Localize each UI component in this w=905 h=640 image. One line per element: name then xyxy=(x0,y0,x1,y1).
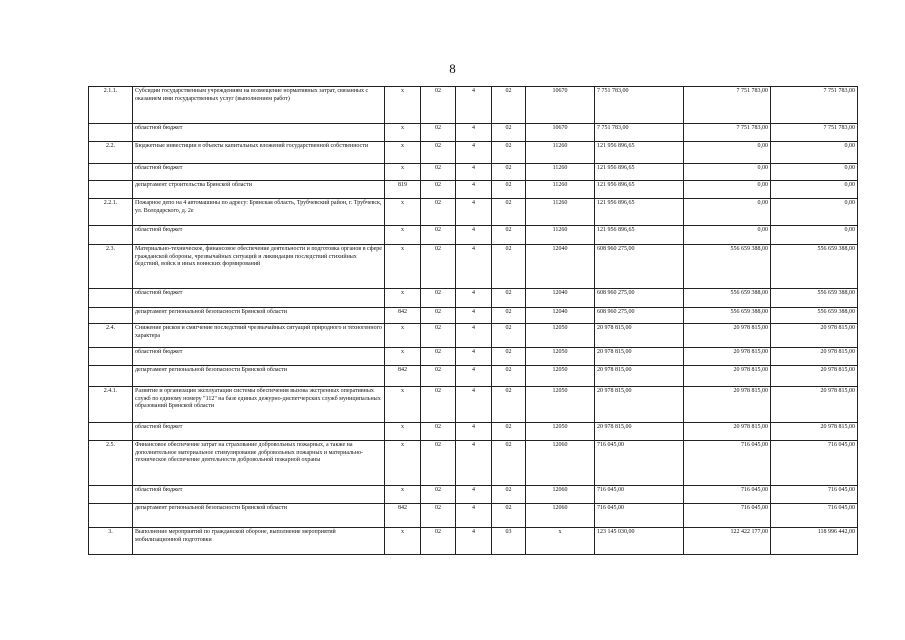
cell-amount-year-2: 7 751 783,00 xyxy=(684,87,771,124)
cell-direction-code: 11260 xyxy=(526,181,595,199)
cell-amount-year-2: 556 659 388,00 xyxy=(684,308,771,324)
cell-amount-year-1: 123 145 030,00 xyxy=(595,528,684,555)
table-row xyxy=(89,324,858,348)
cell-item-number xyxy=(89,164,133,181)
cell-program-code: 4 xyxy=(456,504,492,528)
table-row xyxy=(89,441,858,486)
cell-item-number xyxy=(89,308,133,324)
table-row xyxy=(89,348,858,366)
cell-amount-year-3: 20 978 815,00 xyxy=(771,423,858,441)
cell-section-code: 02 xyxy=(421,423,456,441)
page-number: 8 xyxy=(449,61,456,76)
cell-description: департамент региональной безопасности Брянской области xyxy=(133,308,385,324)
cell-grbs-code: х xyxy=(385,226,421,245)
table-row xyxy=(89,181,858,199)
cell-program-code: 4 xyxy=(456,387,492,423)
cell-program-code: 4 xyxy=(456,308,492,324)
cell-section-code: 02 xyxy=(421,199,456,226)
cell-program-code: 4 xyxy=(456,528,492,555)
cell-subprogram-code: 02 xyxy=(492,181,526,199)
cell-section-code: 02 xyxy=(421,245,456,289)
cell-amount-year-3: 716 045,00 xyxy=(771,441,858,486)
cell-section-code: 02 xyxy=(421,366,456,387)
cell-amount-year-1: 716 045,00 xyxy=(595,504,684,528)
cell-description: областной бюджет xyxy=(133,226,385,245)
cell-section-code: 02 xyxy=(421,324,456,348)
cell-amount-year-3: 20 978 815,00 xyxy=(771,366,858,387)
cell-amount-year-3: 556 659 388,00 xyxy=(771,245,858,289)
cell-direction-code: 12050 xyxy=(526,366,595,387)
cell-amount-year-1: 20 978 815,00 xyxy=(595,387,684,423)
cell-direction-code: 12050 xyxy=(526,387,595,423)
cell-section-code: 02 xyxy=(421,504,456,528)
table-row xyxy=(89,504,858,528)
table-row xyxy=(89,245,858,289)
cell-description: Снижение рисков и смягчение последствий чрезвычайных ситуаций природного и техногенного характера xyxy=(133,324,385,348)
cell-direction-code: 12060 xyxy=(526,441,595,486)
cell-amount-year-3: 20 978 815,00 xyxy=(771,387,858,423)
cell-item-number: 2.2.1. xyxy=(89,199,133,226)
cell-amount-year-3: 556 659 388,00 xyxy=(771,289,858,308)
cell-section-code: 02 xyxy=(421,441,456,486)
cell-grbs-code: х xyxy=(385,324,421,348)
cell-subprogram-code: 02 xyxy=(492,441,526,486)
cell-item-number xyxy=(89,181,133,199)
cell-program-code: 4 xyxy=(456,245,492,289)
cell-direction-code: 12040 xyxy=(526,245,595,289)
cell-subprogram-code: 02 xyxy=(492,245,526,289)
cell-subprogram-code: 02 xyxy=(492,366,526,387)
cell-section-code: 02 xyxy=(421,164,456,181)
cell-section-code: 02 xyxy=(421,289,456,308)
cell-description: областной бюджет xyxy=(133,348,385,366)
cell-subprogram-code: 03 xyxy=(492,528,526,555)
cell-program-code: 4 xyxy=(456,142,492,164)
cell-direction-code: 11260 xyxy=(526,199,595,226)
cell-amount-year-2: 122 422 177,00 xyxy=(684,528,771,555)
cell-amount-year-3: 118 996 442,00 xyxy=(771,528,858,555)
cell-grbs-code: х xyxy=(385,142,421,164)
cell-amount-year-3: 20 978 815,00 xyxy=(771,348,858,366)
cell-amount-year-2: 0,00 xyxy=(684,226,771,245)
cell-amount-year-2: 0,00 xyxy=(684,164,771,181)
cell-item-number: 2.4.1. xyxy=(89,387,133,423)
cell-grbs-code: х xyxy=(385,528,421,555)
cell-amount-year-1: 20 978 815,00 xyxy=(595,348,684,366)
cell-description: Развитие и организация эксплуатации системы обеспечения вызова экстренных оперативных служб по единому номеру "112" на базе единых дежурно-диспетчерских служб муниципальных образований Брянской области xyxy=(133,387,385,423)
cell-direction-code: 11260 xyxy=(526,164,595,181)
table-row xyxy=(89,124,858,142)
cell-amount-year-1: 608 960 275,00 xyxy=(595,289,684,308)
cell-section-code: 02 xyxy=(421,124,456,142)
table-row xyxy=(89,289,858,308)
cell-amount-year-2: 20 978 815,00 xyxy=(684,423,771,441)
cell-program-code: 4 xyxy=(456,324,492,348)
cell-amount-year-1: 716 045,00 xyxy=(595,486,684,504)
cell-program-code: 4 xyxy=(456,181,492,199)
cell-amount-year-3: 556 659 388,00 xyxy=(771,308,858,324)
cell-program-code: 4 xyxy=(456,441,492,486)
cell-grbs-code: х xyxy=(385,124,421,142)
cell-amount-year-3: 0,00 xyxy=(771,142,858,164)
cell-section-code: 02 xyxy=(421,226,456,245)
cell-amount-year-1: 20 978 815,00 xyxy=(595,423,684,441)
cell-section-code: 02 xyxy=(421,142,456,164)
table-row xyxy=(89,366,858,387)
cell-direction-code: 10670 xyxy=(526,87,595,124)
cell-amount-year-1: 20 978 815,00 xyxy=(595,366,684,387)
cell-subprogram-code: 02 xyxy=(492,124,526,142)
cell-grbs-code: х xyxy=(385,423,421,441)
cell-description: Финансовое обеспечение затрат на страхование добровольных пожарных, а также на дополнительное материальное стимулирование добровольных пожарных и материально-техническое обеспечение деятельности добровольной пожарной охраны xyxy=(133,441,385,486)
cell-amount-year-2: 556 659 388,00 xyxy=(684,289,771,308)
cell-direction-code: 12050 xyxy=(526,324,595,348)
cell-grbs-code: х xyxy=(385,245,421,289)
cell-section-code: 02 xyxy=(421,348,456,366)
cell-item-number: 2.2. xyxy=(89,142,133,164)
cell-grbs-code: х xyxy=(385,441,421,486)
cell-item-number xyxy=(89,348,133,366)
table-row xyxy=(89,486,858,504)
budget-table xyxy=(88,86,858,555)
cell-item-number xyxy=(89,423,133,441)
cell-grbs-code: 842 xyxy=(385,504,421,528)
table-row xyxy=(89,226,858,245)
cell-description: Пожарное депо на 4 автомашины по адресу: Брянская область, Трубчевский район, г. Трубчевск, ул. Володарского, д. 2е xyxy=(133,199,385,226)
cell-description: Субсидии государственным учреждениям на возмещение нормативных затрат, связанных с оказанием ими государственных услуг (выполнением работ) xyxy=(133,87,385,124)
cell-amount-year-2: 716 045,00 xyxy=(684,486,771,504)
cell-direction-code: 10670 xyxy=(526,124,595,142)
cell-amount-year-2: 0,00 xyxy=(684,181,771,199)
cell-description: областной бюджет xyxy=(133,164,385,181)
cell-grbs-code: 842 xyxy=(385,308,421,324)
cell-item-number xyxy=(89,486,133,504)
cell-grbs-code: х xyxy=(385,348,421,366)
cell-amount-year-1: 608 960 275,00 xyxy=(595,308,684,324)
cell-program-code: 4 xyxy=(456,199,492,226)
cell-program-code: 4 xyxy=(456,289,492,308)
cell-section-code: 02 xyxy=(421,308,456,324)
cell-direction-code: 12040 xyxy=(526,308,595,324)
cell-grbs-code: х xyxy=(385,387,421,423)
cell-description: департамент региональной безопасности Брянской области xyxy=(133,366,385,387)
cell-amount-year-1: 121 956 896,65 xyxy=(595,142,684,164)
cell-grbs-code: х xyxy=(385,164,421,181)
cell-subprogram-code: 02 xyxy=(492,324,526,348)
cell-grbs-code: 842 xyxy=(385,366,421,387)
cell-amount-year-1: 7 751 783,00 xyxy=(595,87,684,124)
cell-section-code: 02 xyxy=(421,387,456,423)
cell-subprogram-code: 02 xyxy=(492,199,526,226)
table-row xyxy=(89,87,858,124)
cell-program-code: 4 xyxy=(456,366,492,387)
cell-program-code: 4 xyxy=(456,164,492,181)
cell-amount-year-1: 121 956 896,65 xyxy=(595,164,684,181)
cell-item-number: 2.1.1. xyxy=(89,87,133,124)
cell-amount-year-1: 121 956 896,65 xyxy=(595,226,684,245)
cell-amount-year-2: 20 978 815,00 xyxy=(684,324,771,348)
cell-item-number xyxy=(89,289,133,308)
cell-amount-year-3: 20 978 815,00 xyxy=(771,324,858,348)
cell-subprogram-code: 02 xyxy=(492,87,526,124)
cell-section-code: 02 xyxy=(421,486,456,504)
cell-subprogram-code: 02 xyxy=(492,142,526,164)
cell-amount-year-3: 0,00 xyxy=(771,226,858,245)
cell-amount-year-2: 0,00 xyxy=(684,199,771,226)
cell-description: Бюджетные инвестиции в объекты капитальных вложений государственной собственности xyxy=(133,142,385,164)
cell-program-code: 4 xyxy=(456,348,492,366)
cell-program-code: 4 xyxy=(456,486,492,504)
cell-program-code: 4 xyxy=(456,87,492,124)
cell-amount-year-1: 20 978 815,00 xyxy=(595,324,684,348)
cell-subprogram-code: 02 xyxy=(492,486,526,504)
cell-subprogram-code: 02 xyxy=(492,289,526,308)
cell-direction-code: х xyxy=(526,528,595,555)
cell-amount-year-3: 716 045,00 xyxy=(771,504,858,528)
cell-item-number xyxy=(89,124,133,142)
cell-description: областной бюджет xyxy=(133,423,385,441)
cell-grbs-code: х xyxy=(385,289,421,308)
cell-amount-year-2: 20 978 815,00 xyxy=(684,348,771,366)
cell-direction-code: 12060 xyxy=(526,504,595,528)
table-row xyxy=(89,423,858,441)
cell-direction-code: 12050 xyxy=(526,348,595,366)
cell-subprogram-code: 02 xyxy=(492,164,526,181)
cell-program-code: 4 xyxy=(456,124,492,142)
cell-description: департамент региональной безопасности Брянской области xyxy=(133,504,385,528)
cell-amount-year-1: 121 956 896,65 xyxy=(595,199,684,226)
cell-grbs-code: х xyxy=(385,199,421,226)
cell-amount-year-2: 20 978 815,00 xyxy=(684,366,771,387)
cell-description: областной бюджет xyxy=(133,486,385,504)
cell-amount-year-3: 7 751 783,00 xyxy=(771,124,858,142)
cell-amount-year-2: 716 045,00 xyxy=(684,504,771,528)
cell-item-number: 2.4. xyxy=(89,324,133,348)
cell-description: областной бюджет xyxy=(133,124,385,142)
cell-amount-year-3: 716 045,00 xyxy=(771,486,858,504)
cell-amount-year-3: 7 751 783,00 xyxy=(771,87,858,124)
table-row xyxy=(89,387,858,423)
cell-direction-code: 12060 xyxy=(526,486,595,504)
cell-subprogram-code: 02 xyxy=(492,348,526,366)
cell-amount-year-2: 7 751 783,00 xyxy=(684,124,771,142)
cell-item-number: 3. xyxy=(89,528,133,555)
table-row xyxy=(89,528,858,555)
cell-subprogram-code: 02 xyxy=(492,423,526,441)
cell-description: Материально-техническое, финансовое обеспечение деятельности и подготовка органов в сфере гражданской обороны, чрезвычайных ситуаций и ликвидации последствий стихийных бедствий, войск и иных воинских формирований xyxy=(133,245,385,289)
cell-grbs-code: 819 xyxy=(385,181,421,199)
cell-item-number: 2.5. xyxy=(89,441,133,486)
cell-amount-year-3: 0,00 xyxy=(771,199,858,226)
cell-description: областной бюджет xyxy=(133,289,385,308)
table-body xyxy=(89,87,858,555)
cell-subprogram-code: 02 xyxy=(492,308,526,324)
cell-item-number xyxy=(89,366,133,387)
cell-section-code: 02 xyxy=(421,528,456,555)
cell-direction-code: 11260 xyxy=(526,142,595,164)
cell-amount-year-1: 608 960 275,00 xyxy=(595,245,684,289)
cell-description: департамент строительства Брянской области xyxy=(133,181,385,199)
cell-amount-year-2: 0,00 xyxy=(684,142,771,164)
cell-amount-year-3: 0,00 xyxy=(771,164,858,181)
cell-item-number: 2.3. xyxy=(89,245,133,289)
cell-amount-year-3: 0,00 xyxy=(771,181,858,199)
cell-program-code: 4 xyxy=(456,226,492,245)
cell-amount-year-2: 20 978 815,00 xyxy=(684,387,771,423)
cell-direction-code: 11260 xyxy=(526,226,595,245)
table-row xyxy=(89,308,858,324)
cell-direction-code: 12040 xyxy=(526,289,595,308)
cell-direction-code: 12050 xyxy=(526,423,595,441)
cell-amount-year-1: 121 956 896,65 xyxy=(595,181,684,199)
cell-amount-year-1: 7 751 783,00 xyxy=(595,124,684,142)
cell-item-number xyxy=(89,504,133,528)
cell-grbs-code: х xyxy=(385,486,421,504)
table-row xyxy=(89,199,858,226)
cell-description: Выполнение мероприятий по гражданской обороне, выполнение мероприятий мобилизационной подготовки xyxy=(133,528,385,555)
cell-item-number xyxy=(89,226,133,245)
cell-section-code: 02 xyxy=(421,181,456,199)
cell-amount-year-1: 716 045,00 xyxy=(595,441,684,486)
cell-subprogram-code: 02 xyxy=(492,226,526,245)
cell-grbs-code: х xyxy=(385,87,421,124)
cell-program-code: 4 xyxy=(456,423,492,441)
cell-amount-year-2: 716 045,00 xyxy=(684,441,771,486)
table-row xyxy=(89,142,858,164)
cell-subprogram-code: 02 xyxy=(492,504,526,528)
cell-amount-year-2: 556 659 388,00 xyxy=(684,245,771,289)
cell-section-code: 02 xyxy=(421,87,456,124)
cell-subprogram-code: 02 xyxy=(492,387,526,423)
table-row xyxy=(89,164,858,181)
